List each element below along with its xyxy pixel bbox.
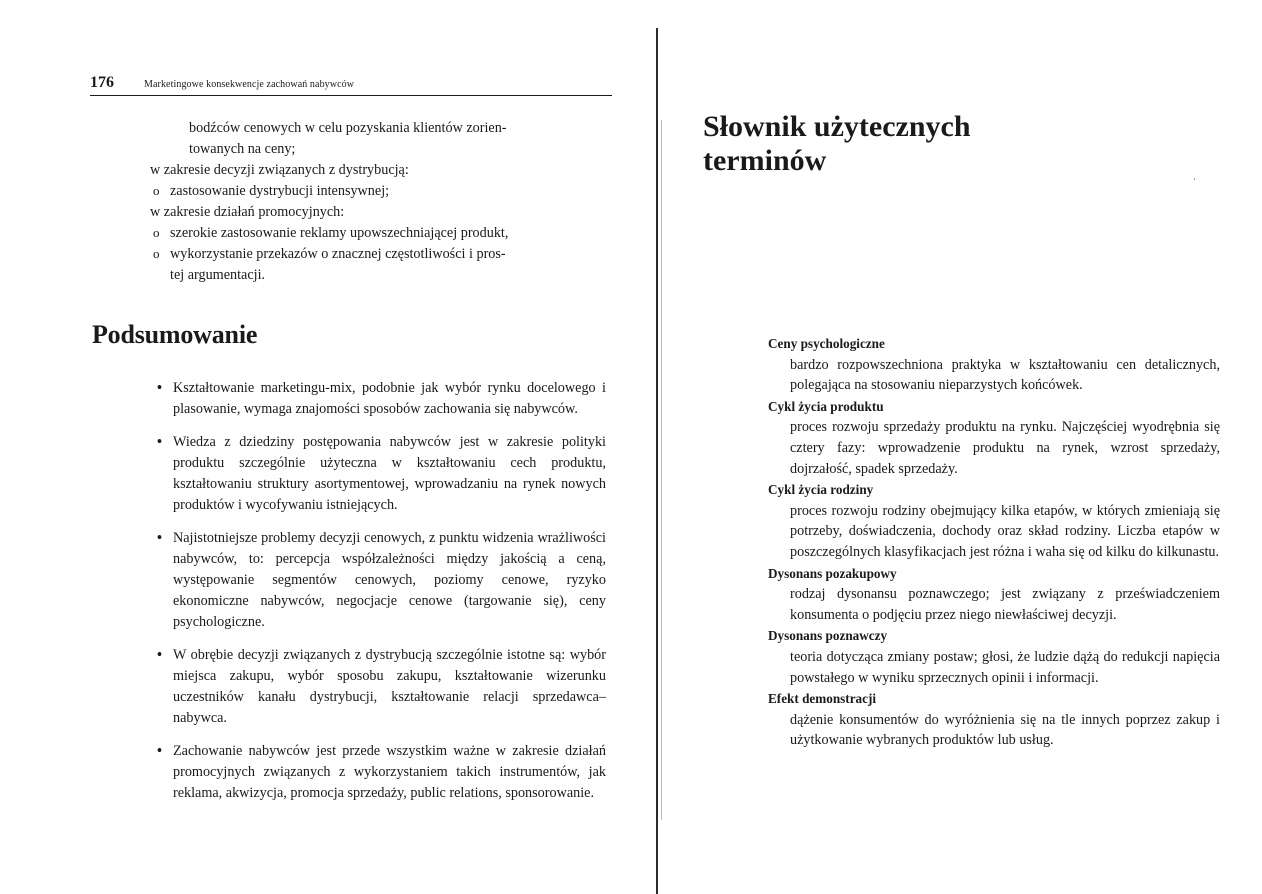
glossary-term: Dysonans poznawczy <box>768 628 888 644</box>
summary-item: • Zachowanie nabywców jest przede wszystkim ważne w zakresie działań promocyjnych związanych z wykorzystaniem takich instrumentów, jak reklama, akwizycja, promocja sprzedaży, public relations, sponsorowanie. <box>154 741 606 804</box>
glossary-definition: proces rozwoju rodziny obejmujący kilka etapów, w których zmieniają się potrzeby, doświadczenia, dochody oraz skład rodziny. Liczba etapów w poszczególnych klasyfikacjach jest różna i waha się od kilku do kilkunastu. <box>790 502 1220 560</box>
glossary-definition: dążenie konsumentów do wyróżnienia się na tle innych poprzez zakup i użytkowanie wybranych produktów lub usług. <box>790 711 1220 749</box>
glossary-term: Efekt demonstracji <box>768 691 877 707</box>
page-number: 176 <box>90 74 114 91</box>
summary-list <box>154 378 606 816</box>
top-list-line: towanych na ceny; <box>189 141 296 157</box>
summary-item: • W obrębie decyzji związanych z dystrybucją szczególnie istotne są: wybór miejsca zakupu, wybór sposobu zakupu, kształtowanie wizerunku uczestników kanału dystrybucji, kształtowanie relacji sprzedawca–nabywca. <box>154 645 606 729</box>
top-list-line: o szerokie zastosowanie reklamy upowszechniającej produkt, <box>150 223 612 244</box>
glossary-definition: bardzo rozpowszechniona praktyka w kształtowaniu cen detalicznych, polegająca na stosowaniu nieparzystych końcówek. <box>790 356 1220 394</box>
summary-item: • Wiedza z dziedziny postępowania nabywców jest w zakresie polityki produktu szczególnie użyteczna w kształtowaniu cech produktu, kształtowaniu struktury asortymentowej, wprowadzaniu na rynek nowych produktów i wycofywaniu istniejących. <box>154 432 606 516</box>
glossary-term: Dysonans pozakupowy <box>768 565 897 581</box>
header-rule <box>90 95 612 96</box>
summary-item: • Kształtowanie marketingu-mix, podobnie jak wybór rynku docelowego i plasowanie, wymaga znajomości sposobów zachowania się nabywców. <box>154 378 606 420</box>
top-list-line: w zakresie decyzji związanych z dystrybucją: <box>150 162 409 178</box>
book-spine <box>656 28 658 894</box>
glossary-definition: rodzaj dysonansu poznawczego; jest związany z przeświadczeniem konsumenta o podjęciu przez niego niewłaściwej decyzji. <box>790 586 1220 623</box>
glossary-list <box>768 334 1220 751</box>
top-list-line: w zakresie działań promocyjnych: <box>150 204 345 220</box>
glossary-term: Cykl życia produktu <box>768 398 884 414</box>
top-list-line: tej argumentacji. <box>170 267 266 283</box>
glossary-title: Słownik użytecznych terminów <box>703 110 971 177</box>
top-list-line: bodźców cenowych w celu pozyskania klientów zorien- <box>189 120 507 136</box>
glossary-definition: proces rozwoju sprzedaży produktu na rynku. Najczęściej wyodrębnia się cztery fazy: wprowadzenie produktu na rynek, wzrost sprzedaży, dojrzałość, spadek sprzedaży. <box>790 419 1220 477</box>
running-header: Marketingowe konsekwencje zachowań nabywców <box>144 79 355 90</box>
top-list-line: o zastosowanie dystrybucji intensywnej; <box>150 181 612 202</box>
top-list-line: o wykorzystanie przekazów o znacznej częstotliwości i pros- <box>150 244 612 265</box>
section-title: Podsumowanie <box>92 320 258 349</box>
glossary-term: Cykl życia rodziny <box>768 482 874 498</box>
top-list <box>150 118 612 286</box>
stray-mark: ‘ <box>1193 176 1196 186</box>
right-page <box>662 0 1262 894</box>
page-header <box>90 74 612 96</box>
glossary-term: Ceny psychologiczne <box>768 336 885 351</box>
summary-item: • Najistotniejsze problemy decyzji cenowych, z punktu widzenia wrażliwości nabywców, to: percepcja współzależności między jakością a ceną, występowanie segmentów cenowych, poziomy cenowe, ryzyko ekonomiczne nabywców, negocjacje cenowe (targowanie się), ceny psychologiczne. <box>154 528 606 633</box>
glossary-definition: teoria dotycząca zmiany postaw; głosi, że ludzie dążą do redukcji napięcia powstałego w wyniku sprzecznych opinii i informacji. <box>790 648 1220 686</box>
